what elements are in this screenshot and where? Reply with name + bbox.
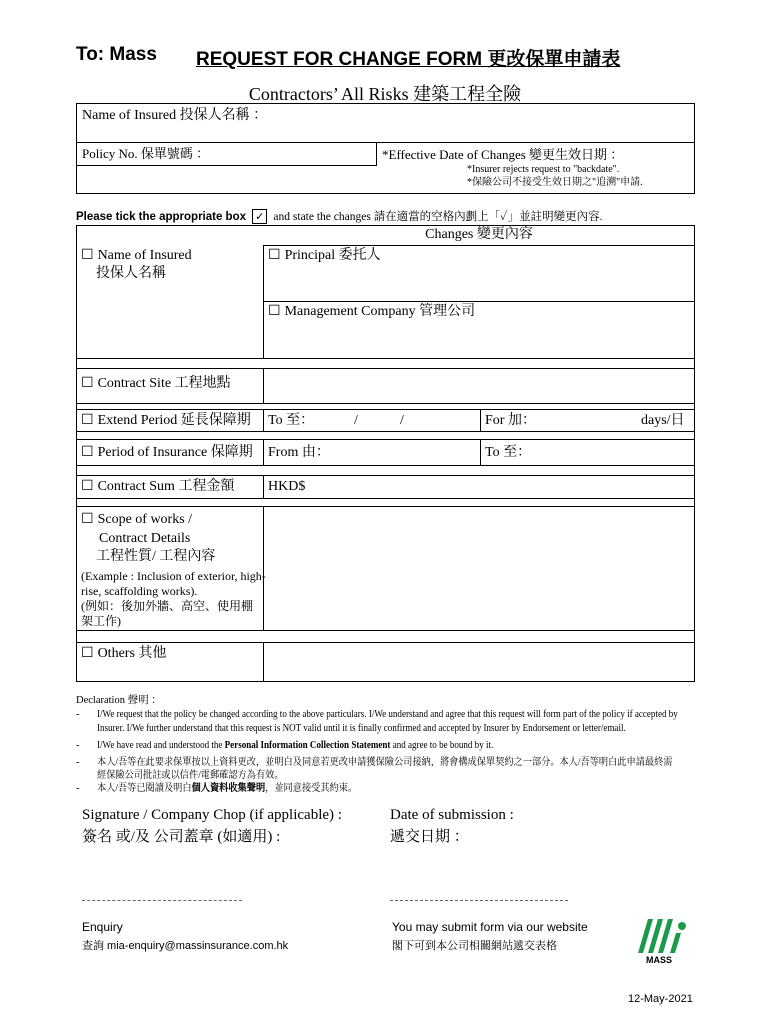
enquiry-email[interactable]: 查詢 mia-enquiry@massinsurance.com.hk [82, 940, 289, 952]
checkbox-insured-name[interactable]: ☐ Name of Insured [81, 247, 192, 263]
insured-name-label: Name of Insured 投保人名稱 ： [82, 108, 268, 123]
bullet: - [76, 740, 80, 751]
signature-label-en: Signature / Company Chop (if applicable) : [82, 807, 342, 823]
scope-example-4: 架工作) [81, 614, 121, 628]
bullet: - [76, 783, 80, 794]
backdate-note-zh: *保險公司不接受生效日期之"追溯"申請. [467, 177, 643, 188]
extend-to-label: To 至： [268, 413, 315, 428]
date-line[interactable] [390, 900, 568, 901]
declaration-heading: Declaration 聲明 ： [76, 695, 162, 706]
declaration-p1a: I/We request that the policy be changed according to the above particulars. I/We understand and agree that this request will form part of the policy if accepted by [97, 709, 678, 720]
mass-logo [632, 915, 692, 967]
signature-label-zh: 簽名 或/及 公司蓋章 (如適用) : [82, 829, 281, 845]
form-date: 12-May-2021 [628, 993, 693, 1005]
effective-date-label: *Effective Date of Changes 變更生效日期 ： [382, 147, 624, 162]
policy-info-box [76, 142, 695, 194]
backdate-note-en: *Insurer rejects request to "backdate". [467, 164, 620, 175]
enquiry-label: Enquiry [82, 920, 123, 934]
checkbox-management[interactable]: ☐ Management Company 管理公司 [268, 303, 476, 319]
bullet: - [76, 757, 80, 768]
date-submission-label-en: Date of submission : [390, 807, 514, 823]
scope-line-3: 工程性質/ 工程內容 [96, 549, 216, 564]
pics-statement: Personal Information Collection Statement [224, 740, 391, 751]
checkbox-extend-period[interactable]: ☐ Extend Period 延長保障期 [81, 412, 251, 428]
form-subtitle: Contractors’ All Risks 建築工程全險 [248, 84, 522, 104]
instruction-post: and state the changes 請在適當的空格內劃上「✓」並註明變更內容. [273, 211, 603, 223]
checkbox-icon[interactable]: ☐ [81, 645, 94, 661]
checkbox-scope-of-works[interactable]: ☐ Scope of works / [81, 511, 193, 527]
instruction-pre: Please tick the appropriate box [76, 211, 247, 223]
recipient: To: Mass [76, 44, 157, 65]
period-from-label: From 由： [268, 445, 330, 460]
date-slash-2: / [400, 413, 404, 428]
checkbox-period-of-insurance[interactable]: ☐ Period of Insurance 保障期 [81, 444, 253, 460]
website-label-en: You may submit form via our website [392, 920, 588, 934]
scope-example-1: (Example : Inclusion of exterior, high- [81, 569, 266, 583]
checkbox-principal[interactable]: ☐ Principal 委托人 [268, 247, 381, 263]
insured-name-field[interactable] [76, 103, 695, 143]
checkbox-contract-sum[interactable]: ☐ Contract Sum 工程金額 [81, 478, 235, 494]
bullet: - [76, 709, 80, 720]
scope-line-2: Contract Details [99, 531, 191, 546]
extend-days-label: days/日 [641, 413, 685, 428]
scope-example-3: (例如：後加外牆、高空、使用棚 [81, 599, 253, 613]
scope-example-2: rise, scaffolding works). [81, 584, 198, 598]
declaration-p2: I/We have read and understood the Personal Information Collection Statement and agree to be bound by it. [97, 740, 494, 751]
instruction-line [76, 208, 602, 224]
date-submission-label-zh: 遞交日期 ： [390, 829, 469, 845]
checkbox-icon[interactable]: ☐ [268, 247, 281, 263]
checkbox-others[interactable]: ☐ Others 其他 [81, 645, 167, 661]
signature-line[interactable] [82, 900, 242, 901]
declaration-p4: 本人/吾等已閱讀及明白個人資料收集聲明，並同意接受其約束。 [97, 783, 358, 794]
checkbox-icon[interactable]: ☐ [268, 303, 281, 319]
changes-table [76, 225, 695, 682]
website-label-zh: 閣下可到本公司相關網站遞交表格 [392, 940, 557, 952]
mass-logo-icon [632, 915, 692, 957]
mass-logo-text: MASS [646, 955, 673, 965]
contract-sum-currency: HKD$ [268, 479, 306, 494]
checkbox-icon[interactable]: ☐ [81, 444, 94, 460]
checkbox-icon[interactable]: ☐ [81, 511, 94, 527]
checkbox-icon[interactable]: ☐ [81, 375, 94, 391]
extend-for-label: For 加： [485, 413, 536, 428]
policy-no-label: Policy No. 保單號碼 ： [82, 146, 210, 161]
date-slash-1: / [354, 413, 358, 428]
declaration-p3a: 本人/吾等在此要求保單按以上資料更改，並明白及同意若更改申請獲保險公司接納，將會構成保單契約之一部分。本人/吾等明白此申請最終需 [97, 757, 673, 768]
checkbox-contract-site[interactable]: ☐ Contract Site 工程地點 [81, 375, 231, 391]
form-title: REQUEST FOR CHANGE FORM 更改保單申請表 [196, 49, 621, 70]
checkbox-icon[interactable]: ☐ [81, 478, 94, 494]
checkbox-icon[interactable]: ☐ [81, 247, 94, 263]
checkbox-icon[interactable]: ☐ [81, 412, 94, 428]
declaration-p1b: Insurer. I/We further understand that this request is NOT valid until it is finally confirmed and accepted by Insurer by Endorsement or letter/email. [97, 723, 626, 734]
insured-name-zh: 投保人名稱 [96, 266, 166, 281]
period-to-label: To 至： [485, 445, 532, 460]
declaration-p3b: 經保險公司批註或以信件/電郵確認方為有效。 [97, 770, 284, 781]
tick-icon: ✓ [252, 209, 267, 224]
changes-header: Changes 變更內容 [425, 227, 533, 242]
